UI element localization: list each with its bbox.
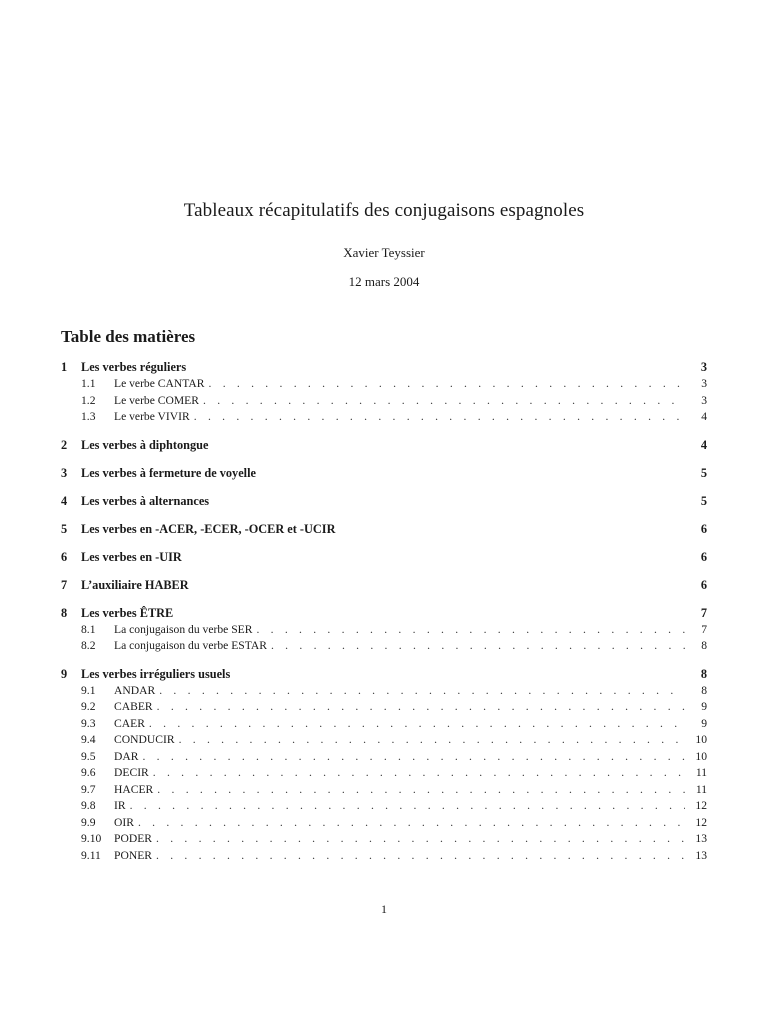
page-number: 1 — [381, 902, 387, 916]
toc-section-entry[interactable] — [61, 606, 707, 623]
dot-leader — [130, 799, 685, 812]
toc-subsection-title: Le verbe COMER — [114, 393, 200, 407]
toc-subsection-number: 9.3 — [81, 716, 96, 730]
dot-leader — [256, 623, 685, 636]
toc-subsection-title: La conjugaison du verbe SER — [114, 622, 253, 636]
toc-subsection-number: 9.1 — [81, 683, 96, 697]
toc-subsection-title: DECIR — [114, 766, 149, 779]
toc-subsection-title: CABER — [114, 700, 153, 713]
toc-subsection-entry[interactable] — [61, 717, 707, 734]
toc-subsection-entry[interactable] — [61, 816, 707, 833]
toc-section-entry[interactable] — [61, 438, 707, 455]
toc-section — [61, 438, 707, 455]
toc-section — [61, 360, 707, 427]
toc-section-title: Les verbes en -UIR — [81, 549, 182, 564]
toc-subsection-page: 10 — [695, 749, 707, 763]
toc-section-entry[interactable] — [61, 360, 707, 377]
toc-subsection-entry[interactable] — [61, 832, 707, 849]
dot-leader — [203, 394, 685, 407]
toc-subsection-page: 3 — [701, 377, 707, 390]
toc-subsection-title: CONDUCIR — [114, 733, 175, 746]
toc-subsection-title: IR — [114, 799, 126, 812]
toc-heading: Table des matières — [61, 327, 196, 346]
toc-subsection-number: 9.7 — [81, 782, 96, 796]
toc-section-page: 8 — [700, 666, 707, 681]
dot-leader — [194, 410, 685, 423]
toc-section-number: 5 — [61, 521, 68, 536]
toc-subsection-title: Le verbe CANTAR — [114, 377, 205, 390]
toc-subsection-page: 13 — [695, 848, 707, 862]
toc-subsection-number: 9.10 — [81, 832, 102, 845]
toc-section-title: Les verbes à diphtongue — [81, 437, 209, 452]
dot-leader — [149, 717, 685, 730]
toc-section-number: 3 — [61, 465, 68, 480]
toc-section-number: 8 — [61, 605, 68, 620]
dot-leader — [179, 733, 685, 746]
toc-subsection-number: 9.4 — [81, 733, 96, 746]
toc-section — [61, 494, 707, 511]
toc-subsection-page: 8 — [701, 683, 707, 697]
toc-subsection-title: OIR — [114, 815, 134, 829]
toc-subsection-number: 9.6 — [81, 766, 96, 779]
toc-section-title: Les verbes réguliers — [81, 360, 187, 374]
toc-subsection-page: 12 — [695, 815, 707, 829]
toc-subsection-number: 9.11 — [81, 848, 101, 862]
toc-subsection-page: 10 — [695, 733, 707, 746]
toc-section-page: 3 — [700, 360, 707, 374]
toc-section-page: 5 — [700, 465, 707, 480]
dot-leader — [156, 849, 685, 862]
dot-leader — [271, 639, 685, 652]
toc-subsection-number: 1.2 — [81, 393, 96, 407]
toc-subsection-entry[interactable] — [61, 783, 707, 800]
toc-section-entry[interactable] — [61, 522, 707, 539]
toc-subsection-entry[interactable] — [61, 410, 707, 427]
dot-leader — [209, 377, 685, 390]
toc-subsection-page: 3 — [701, 393, 707, 407]
toc-section-number: 9 — [61, 666, 68, 681]
toc-subsection-entry[interactable] — [61, 377, 707, 394]
toc-subsection-number: 9.9 — [81, 815, 96, 829]
toc-subsection-page: 11 — [695, 766, 707, 779]
toc-subsection-page: 13 — [695, 832, 707, 845]
toc-subsection-page: 8 — [701, 639, 707, 652]
toc-subsection-page: 12 — [695, 799, 707, 812]
toc-subsection-title: La conjugaison du verbe ESTAR — [114, 639, 267, 652]
document-date: 12 mars 2004 — [348, 274, 420, 289]
toc-subsection-entry[interactable] — [61, 750, 707, 767]
dot-leader — [157, 783, 685, 796]
toc-section-entry[interactable] — [61, 550, 707, 567]
toc-section-page: 4 — [700, 437, 707, 452]
dot-leader — [142, 750, 685, 763]
table-of-contents — [61, 360, 707, 876]
toc-section-title: Les verbes à alternances — [81, 493, 210, 508]
toc-subsection-number: 9.5 — [81, 749, 96, 763]
toc-subsection-entry[interactable] — [61, 639, 707, 656]
toc-subsection-entry[interactable] — [61, 799, 707, 816]
toc-subsection-title: CAER — [114, 716, 145, 730]
toc-section-page: 5 — [700, 493, 707, 508]
toc-section-number: 7 — [61, 577, 68, 592]
toc-section — [61, 550, 707, 567]
toc-subsection-entry[interactable] — [61, 849, 707, 866]
toc-subsection-number: 1.1 — [81, 377, 96, 390]
toc-section-page: 6 — [700, 549, 707, 564]
toc-subsection-number: 8.2 — [81, 639, 96, 652]
toc-subsection-title: Le verbe VIVIR — [114, 410, 190, 423]
toc-subsection-entry[interactable] — [61, 733, 707, 750]
toc-subsection-title: PODER — [114, 832, 153, 845]
toc-section-entry[interactable] — [61, 466, 707, 483]
toc-subsection-entry[interactable] — [61, 394, 707, 411]
toc-section-page: 7 — [700, 605, 707, 620]
toc-subsection-number: 8.1 — [81, 622, 96, 636]
toc-subsection-title: DAR — [114, 749, 139, 763]
toc-subsection-number: 1.3 — [81, 410, 96, 423]
toc-subsection-entry[interactable] — [61, 700, 707, 717]
dot-leader — [159, 684, 685, 697]
toc-section — [61, 522, 707, 539]
toc-section-title: L’auxiliaire HABER — [81, 577, 189, 592]
toc-section-entry[interactable] — [61, 494, 707, 511]
toc-subsection-title: ANDAR — [114, 683, 156, 697]
toc-section — [61, 578, 707, 595]
toc-section-number: 1 — [61, 360, 68, 374]
toc-section — [61, 667, 707, 866]
document-author: Xavier Teyssier — [343, 245, 425, 260]
toc-subsection-page: 7 — [701, 622, 707, 636]
toc-subsection-title: HACER — [114, 782, 154, 796]
document-title: Tableaux récapitulatifs des conjugaisons espagnoles — [183, 200, 585, 221]
toc-section-number: 2 — [61, 437, 68, 452]
dot-leader — [156, 832, 685, 845]
dot-leader — [138, 816, 685, 829]
toc-section-title: Les verbes irréguliers usuels — [81, 666, 231, 681]
toc-subsection-page: 9 — [701, 716, 707, 730]
toc-section-title: Les verbes à fermeture de voyelle — [81, 465, 256, 480]
toc-section-number: 4 — [61, 493, 68, 508]
dot-leader — [153, 766, 685, 779]
toc-subsection-entry[interactable] — [61, 684, 707, 701]
toc-section-page: 6 — [700, 521, 707, 536]
toc-section-entry[interactable] — [61, 667, 707, 684]
toc-section-page: 6 — [700, 577, 707, 592]
toc-section-number: 6 — [61, 549, 68, 564]
toc-subsection-number: 9.8 — [81, 799, 96, 812]
toc-subsection-entry[interactable] — [61, 766, 707, 783]
toc-section-title: Les verbes ÊTRE — [81, 605, 174, 620]
toc-subsection-title: PONER — [114, 848, 153, 862]
toc-subsection-entry[interactable] — [61, 623, 707, 640]
toc-subsection-page: 4 — [701, 410, 707, 423]
toc-section-title: Les verbes en -ACER, -ECER, -OCER et -UCIR — [81, 521, 336, 536]
toc-subsection-page: 9 — [701, 700, 707, 713]
toc-section-entry[interactable] — [61, 578, 707, 595]
dot-leader — [157, 700, 685, 713]
toc-section — [61, 466, 707, 483]
toc-section — [61, 606, 707, 656]
toc-subsection-number: 9.2 — [81, 700, 96, 713]
toc-subsection-page: 11 — [695, 782, 707, 796]
